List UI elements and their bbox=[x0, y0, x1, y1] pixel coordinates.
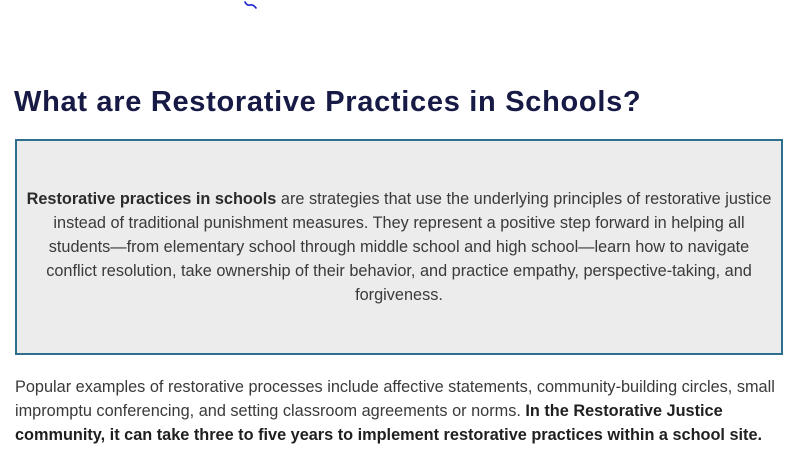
body-paragraph-text: Popular examples of restorative processes include affective statements, community-building circles, small impromptu conferencing, and setting classroom agreements or norms. bbox=[15, 378, 775, 420]
callout-bold-lead: Restorative practices in schools bbox=[26, 190, 277, 208]
callout-body-text: are strategies that use the underlying principles of restorative justice instead of traditional punishment measures. They represent a positive step forward in helping all students—from elementary school through middle school and high school—learn how to navigate conflict resolution, take ownership of their behavior, and practice empathy, perspective-taking, and forgiveness. bbox=[46, 190, 772, 304]
page-title: What are Restorative Practices in Schools? bbox=[14, 86, 642, 118]
callout-paragraph bbox=[23, 187, 775, 307]
pen-scribble-mark bbox=[244, 0, 258, 10]
definition-callout-box bbox=[15, 139, 783, 355]
body-paragraph-bold-tail: In the Restorative Justice community, it can take three to five years to implement restorative practices within a school site. bbox=[15, 402, 763, 444]
body-paragraph bbox=[15, 375, 783, 447]
